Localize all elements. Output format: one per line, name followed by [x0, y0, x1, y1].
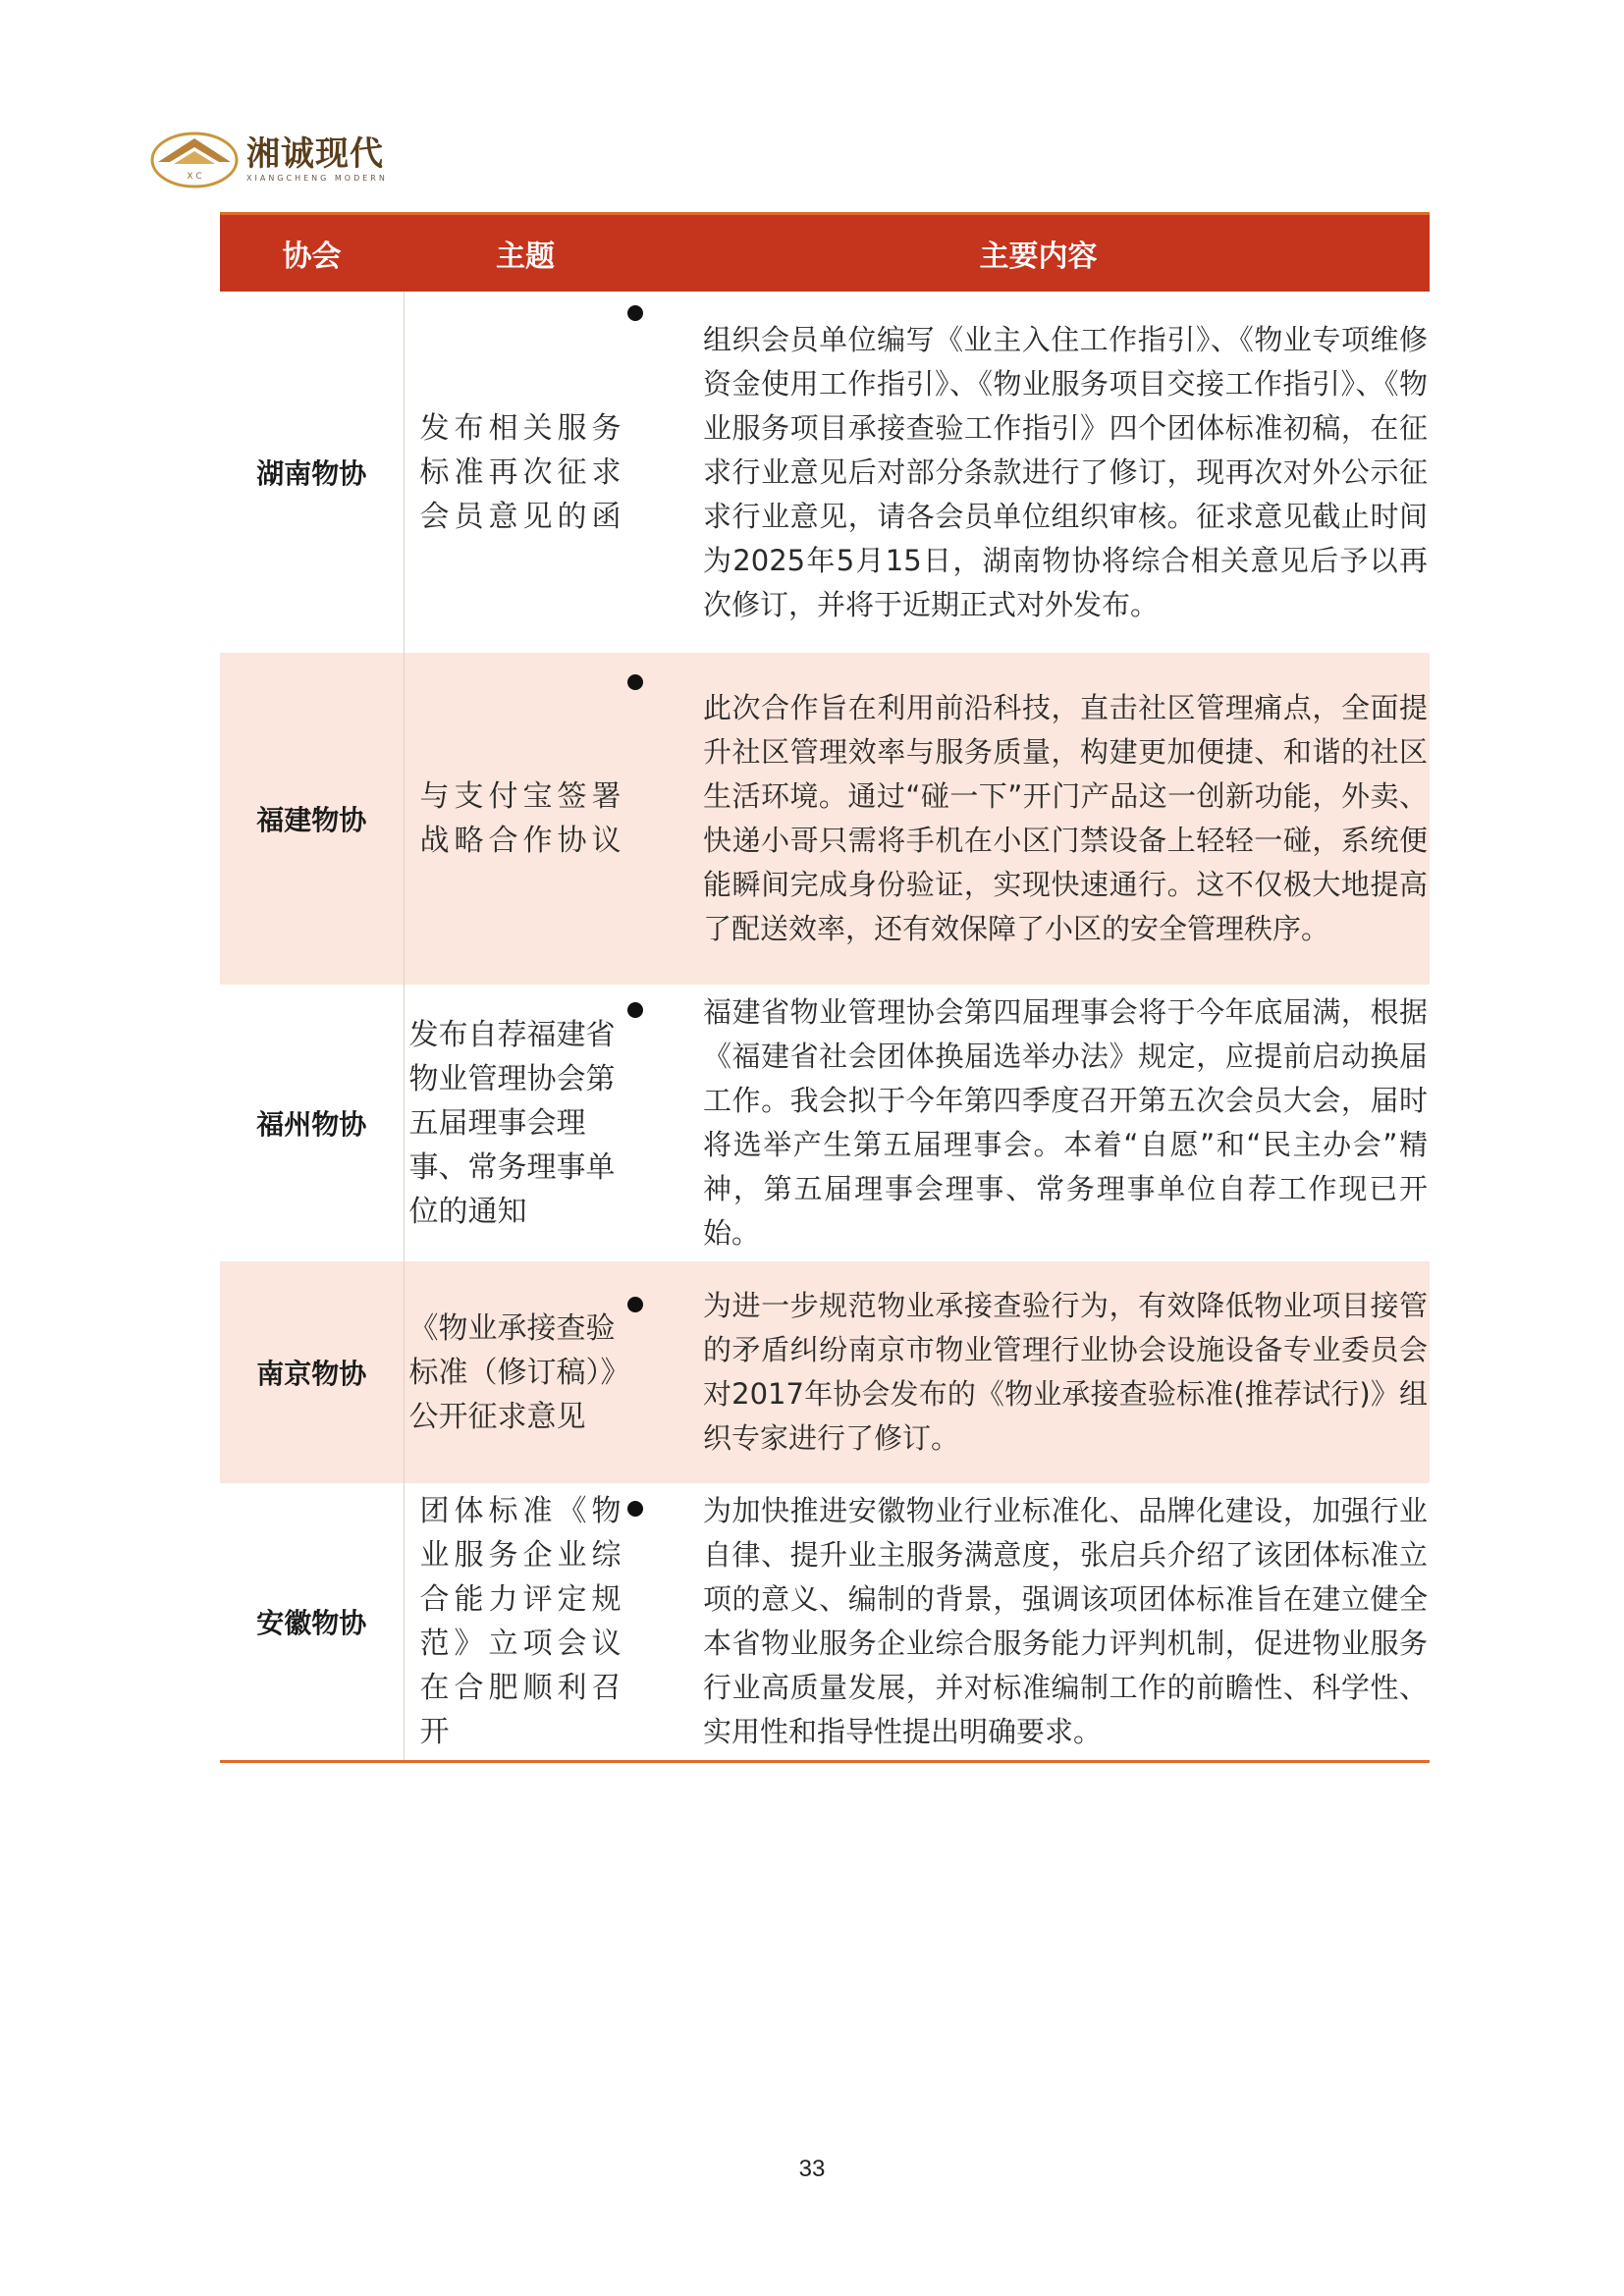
- table-header-row: [220, 214, 1430, 293]
- column-header-association: 协会: [220, 214, 404, 293]
- topic-cell: [404, 985, 647, 1261]
- topic-text: 与支付宝签署战略合作协议: [419, 779, 626, 858]
- content-text: 组织会员单位编写《业主入住工作指引》、《物业专项维修资金使用工作指引》、《物业服务项目交接工作指引》、《物业服务项目承接查验工作指引》四个团体标准初稿，在征求行业意见后对部分条款进行了修订，现再次对外公示征求行业意见，请各会员单位组织审核。征求意见截止时间为2025年5月15日，湖南物协将综合相关意见后予以再次修订，并将于近期正式对外发布。: [703, 322, 1428, 621]
- content-cell: [647, 1261, 1430, 1483]
- association-cell: 福州物协: [220, 985, 404, 1261]
- brand-logo: [150, 131, 388, 189]
- bullet-icon: [627, 305, 643, 321]
- content-cell: [647, 1483, 1430, 1762]
- table-row: [220, 653, 1430, 985]
- topic-text: 发布相关服务标准再次征求会员意见的函: [419, 410, 626, 534]
- topic-cell: [404, 1261, 647, 1483]
- association-cell: 安徽物协: [220, 1483, 404, 1762]
- topic-text: 发布自荐福建省物业管理协会第五届理事会理事、常务理事单位的通知: [408, 1017, 616, 1229]
- topic-text: 团体标准《物业服务企业综合能力评定规范》立项会议在合肥顺利召开: [419, 1494, 626, 1749]
- content-text: 为进一步规范物业承接查验行为，有效降低物业项目接管的矛盾纠纷南京市物业管理行业协会设施设备专业委员会对2017年协会发布的《物业承接查验标准(推荐试行)》组织专家进行了修订。: [703, 1289, 1428, 1455]
- topic-text: 《物业承接查验标准（修订稿）》公开征求意见: [408, 1310, 616, 1434]
- content-text: 福建省物业管理协会第四届理事会将于今年底届满，根据《福建省社会团体换届选举办法》规定，应提前启动换届工作。我会拟于今年第四季度召开第五次会员大会，届时将选举产生第五届理事会。本着“自愿”和“民主办会”精神，第五届理事会理事、常务理事单位自荐工作现已开始。: [703, 995, 1428, 1250]
- page-number: 33: [798, 2156, 826, 2182]
- table-row: [220, 1261, 1430, 1483]
- logo-mark-letters: X C: [187, 172, 202, 182]
- logo-name: 湘诚现代: [246, 134, 384, 174]
- table-row: [220, 1483, 1430, 1762]
- column-header-content: 主要内容: [647, 214, 1430, 293]
- bullet-icon: [627, 674, 643, 690]
- topic-cell: [404, 1483, 647, 1762]
- association-news-table: [220, 212, 1430, 1763]
- association-cell: 福建物协: [220, 653, 404, 985]
- table-row: [220, 985, 1430, 1261]
- table-row: [220, 292, 1430, 653]
- association-cell: 湖南物协: [220, 292, 404, 653]
- content-cell: [647, 653, 1430, 985]
- bullet-icon: [627, 1002, 643, 1018]
- content-text: 此次合作旨在利用前沿科技，直击社区管理痛点，全面提升社区管理效率与服务质量，构建更加便捷、和谐的社区生活环境。通过“碰一下”开门产品这一创新功能，外卖、快递小哥只需将手机在小区门禁设备上轻轻一碰，系统便能瞬间完成身份验证，实现快速通行。这不仅极大地提高了配送效率，还有效保障了小区的安全管理秩序。: [703, 691, 1428, 945]
- bullet-icon: [627, 1501, 643, 1517]
- bullet-icon: [627, 1297, 643, 1312]
- logo-mark-icon: [150, 131, 239, 189]
- association-news-table-wrapper: [220, 212, 1430, 1763]
- logo-subtitle: XIANGCHENG MODERN: [246, 174, 388, 183]
- logo-text: [246, 135, 388, 185]
- content-cell: [647, 292, 1430, 653]
- content-text: 为加快推进安徽物业行业标准化、品牌化建设，加强行业自律、提升业主服务满意度，张启兵介绍了该团体标准立项的意义、编制的背景，强调该项团体标准旨在建立健全本省物业服务企业综合服务能力评判机制，促进物业服务行业高质量发展，并对标准编制工作的前瞻性、科学性、实用性和指导性提出明确要求。: [703, 1494, 1428, 1748]
- topic-cell: [404, 292, 647, 653]
- association-cell: 南京物协: [220, 1261, 404, 1483]
- content-cell: [647, 985, 1430, 1261]
- topic-cell: [404, 653, 647, 985]
- column-header-topic: 主题: [404, 214, 647, 293]
